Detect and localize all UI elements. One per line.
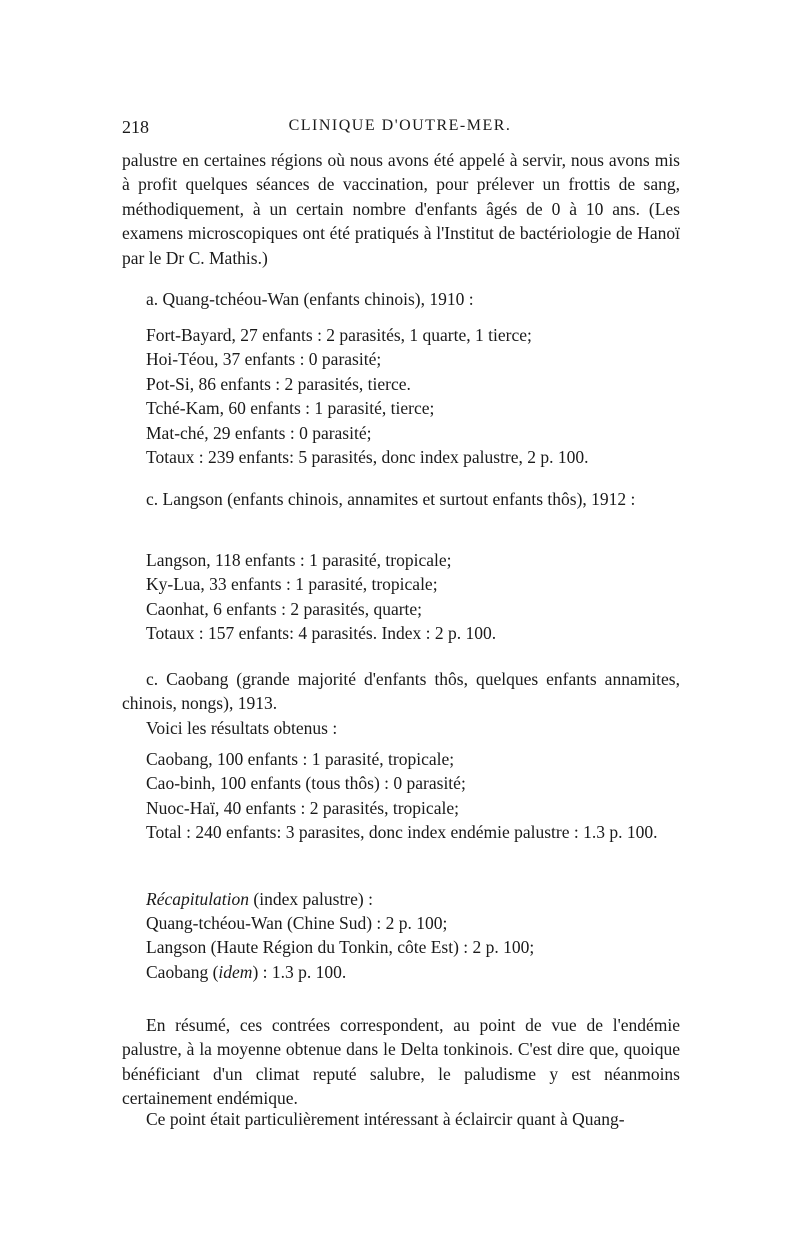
recap-label: Récapitulation [146, 889, 250, 909]
section-c-total: Total : 240 enfants: 3 parasites, donc index endémie palustre : 1.3 p. 100. [146, 822, 658, 842]
section-a-line-1: Fort-Bayard, 27 enfants : 2 parasités, 1 quarte, 1 tierce; [146, 325, 532, 345]
recap-heading [122, 887, 680, 911]
final-line: Ce point était particulièrement intéressant à éclaircir quant à Quang- [146, 1109, 625, 1129]
section-b-line-3: Caonhat, 6 enfants : 2 parasités, quarte; [146, 598, 423, 619]
intro-paragraph: palustre en certaines régions où nous avons été appelé à servir, nous avons mis à profit quelques séances de vaccination, pour prélever un frottis de sang, méthodiquement, à un certain nombre d'enfants âgés de 0 à 10 ans. (Les examens microscopiques ont été pratiqués à l'Institut de bactériologie de Hanoï par le Dr C. Mathis.) [122, 150, 680, 268]
section-a-heading: a. Quang-tchéou-Wan (enfants chinois), 1910 : [146, 289, 474, 309]
section-b [122, 487, 680, 511]
recap-results [122, 911, 680, 960]
section-a-line-6: Totaux : 239 enfants: 5 parasités, donc index palustre, 2 p. 100. [146, 447, 589, 468]
section-c-total-block [122, 820, 680, 844]
section-c-line-2: Cao-binh, 100 enfants (tous thôs) : 0 parasité; [146, 773, 466, 794]
conclusion-paragraph: En résumé, ces contrées correspondent, au point de vue de l'endémie palustre, à la moyenne obtenue dans le Delta tonkinois. C'est dire que, quoique bénéficiant d'un climat reputé salubre, le paludisme y est néanmoins certainement endémique. [122, 1015, 680, 1109]
section-a-line-4: Tché-Kam, 60 enfants : 1 parasité, tierce; [146, 398, 435, 419]
recap-last-pre: Caobang ( [146, 962, 219, 982]
section-a-results [122, 323, 680, 469]
recap-last-post: ) : 1.3 p. 100. [252, 962, 347, 982]
recap-last-italic: idem [218, 962, 253, 982]
running-head [122, 117, 678, 141]
section-a [122, 287, 680, 311]
section-c-results [122, 747, 680, 820]
recap-line-1: Quang-tchéou-Wan (Chine Sud) : 2 p. 100; [146, 913, 448, 933]
conclusion-block [122, 1013, 680, 1111]
section-c [122, 667, 680, 740]
final-line-block [122, 1107, 680, 1131]
recap-heading-rest: (index palustre) : [249, 889, 373, 909]
intro-paragraph-block [122, 148, 680, 270]
section-c-line-3: Nuoc-Haï, 40 enfants : 2 parasités, tropicale; [146, 797, 459, 818]
section-c-line-1: Caobang, 100 enfants : 1 parasité, tropicale; [146, 749, 455, 769]
recap-line-caobang [122, 960, 680, 984]
recap-line-2: Langson (Haute Région du Tonkin, côte Est) : 2 p. 100; [146, 937, 535, 958]
section-b-line-2: Ky-Lua, 33 enfants : 1 parasité, tropicale; [146, 574, 438, 595]
section-b-line-1: Langson, 118 enfants : 1 parasité, tropicale; [146, 550, 452, 570]
recap-last-block [122, 960, 680, 984]
running-title: CLINIQUE D'OUTRE-MER. [288, 117, 512, 134]
section-b-line-4: Totaux : 157 enfants: 4 parasités. Index : 2 p. 100. [146, 623, 497, 644]
section-c-intro: Voici les résultats obtenus : [146, 717, 338, 738]
recapitulation [122, 887, 680, 911]
section-b-heading: c. Langson (enfants chinois, annamites et surtout enfants thôs), 1912 : [146, 489, 636, 509]
section-a-line-5: Mat-ché, 29 enfants : 0 parasité; [146, 422, 372, 443]
section-b-results [122, 548, 680, 646]
section-a-line-2: Hoi-Téou, 37 enfants : 0 parasité; [146, 349, 382, 370]
section-c-heading: c. Caobang (grande majorité d'enfants thôs, quelques enfants annamites, chinois, nongs), 1913. [122, 669, 680, 714]
page-number: 218 [122, 117, 149, 137]
section-a-line-3: Pot-Si, 86 enfants : 2 parasités, tierce. [146, 373, 411, 394]
